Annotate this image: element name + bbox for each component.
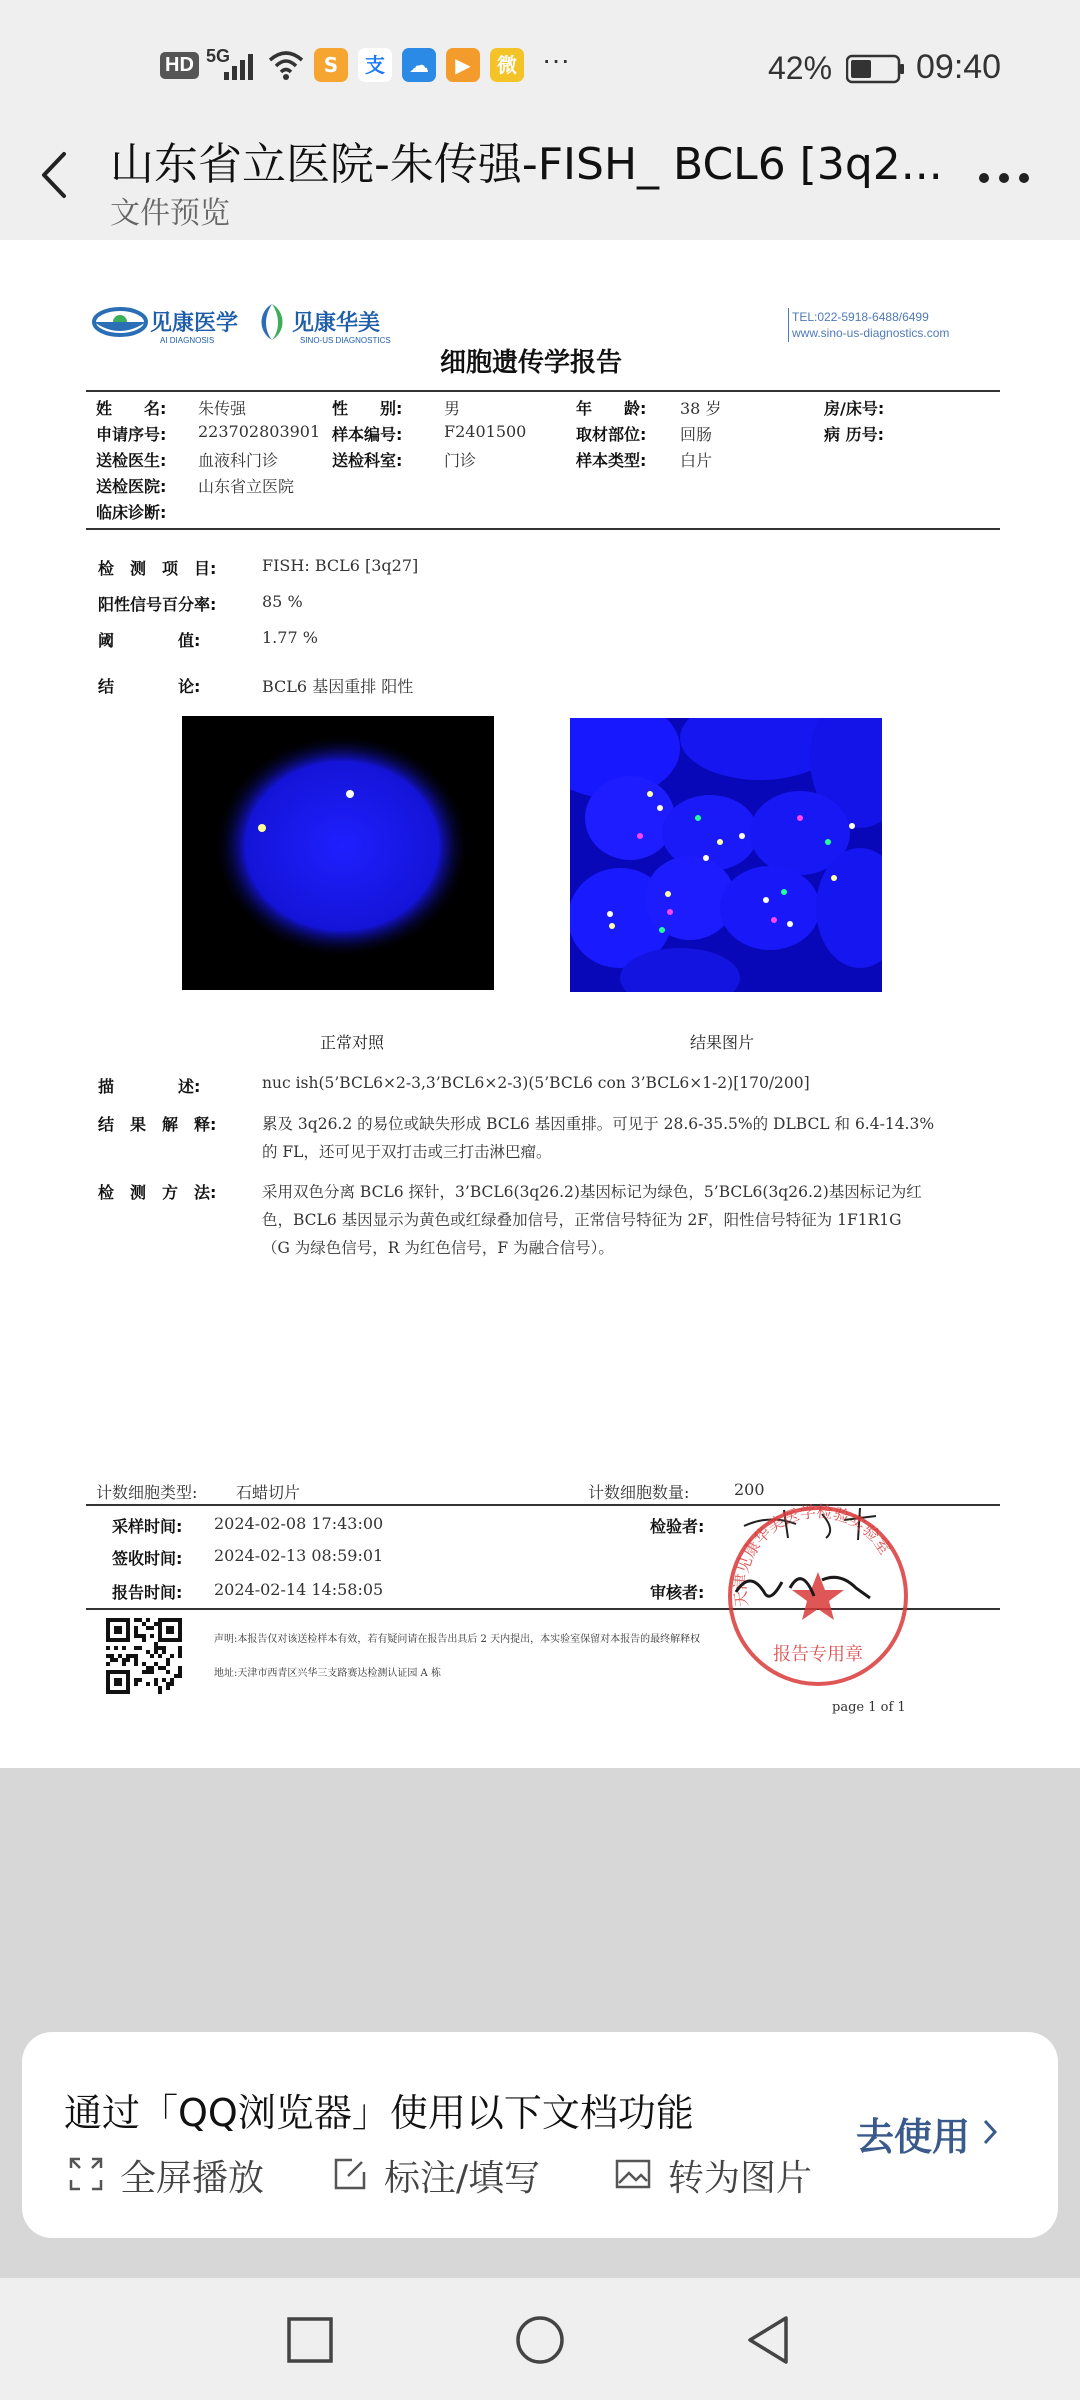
back-icon[interactable] xyxy=(36,148,72,206)
result-image-caption: 结果图片 xyxy=(690,1033,755,1052)
address-text: 地址:天津市西青区兴华三支路赛达检测认证园 A 栋 xyxy=(214,1668,441,1679)
method-label: 检 测 方 法: xyxy=(98,1183,217,1202)
site-label: 取材部位: xyxy=(576,425,647,444)
go-use-button[interactable] xyxy=(856,2106,998,2161)
annotate-feature[interactable] xyxy=(332,2150,540,2201)
document-title: 山东省立医院-朱传强-FISH_ BCL6 [3q2... xyxy=(110,139,943,190)
alipay-icon: 支 xyxy=(358,48,392,82)
system-navigation-bar xyxy=(0,2278,1080,2400)
home-icon[interactable] xyxy=(514,2314,566,2370)
threshold-value: 1.77 % xyxy=(262,628,318,647)
weibo-icon: 微 xyxy=(490,48,524,82)
result-image xyxy=(570,718,882,992)
sampleno-value: F2401500 xyxy=(444,422,527,441)
report-heading: 细胞遗传学报告 xyxy=(440,348,623,378)
interpretation-line-1: 累及 3q26.2 的易位或缺失形成 BCL6 基因重排。可见于 28.6-35.5%的 DLBCL 和 6.4-14.3% xyxy=(262,1115,935,1133)
signal-icon xyxy=(222,52,258,86)
normal-control-image xyxy=(182,716,494,990)
wifi-icon xyxy=(266,48,306,86)
positive-rate-label: 阳性信号百分率: xyxy=(98,595,217,614)
tel-text: TEL:022-5918-6488/6499 xyxy=(792,310,929,324)
diagnosis-label: 临床诊断: xyxy=(96,503,167,522)
battery-percent: 42% xyxy=(768,50,833,86)
qq-browser-promo-sheet xyxy=(22,2032,1058,2238)
logo-left-icon xyxy=(92,306,148,342)
receive-time-value: 2024-02-13 08:59:01 xyxy=(214,1546,384,1565)
description-value: nuc ish(5’BCL6×2-3,3’BCL6×2-3)(5’BCL6 con 3’BCL6×1-2)[170/200] xyxy=(262,1074,810,1092)
battery-icon xyxy=(846,54,906,88)
sample-time-value: 2024-02-08 17:43:00 xyxy=(214,1514,384,1533)
test-item-label: 检 测 项 目: xyxy=(98,559,217,578)
method-line-2: 色，BCL6 基因显示为黄色或红绿叠加信号，正常信号特征为 2F，阳性信号特征为 1F1R1G xyxy=(262,1211,902,1229)
top-bar xyxy=(0,0,1080,240)
sample-time-label: 采样时间: xyxy=(112,1517,183,1536)
sampleno-label: 样本编号: xyxy=(332,425,403,444)
method-line-3: （G 为绿色信号，R 为红色信号，F 为融合信号）。 xyxy=(262,1239,614,1257)
website-text: www.sino-us-diagnostics.com xyxy=(792,326,950,340)
test-item-value: FISH: BCL6 [3q27] xyxy=(262,556,419,575)
disclaimer-text: 声明:本报告仅对该送检样本有效，若有疑问请在报告出具后 2 天内提出，本实验室保留对本报告的最终解释权 xyxy=(214,1634,701,1645)
logo-right-text: 见康华美 xyxy=(292,311,381,336)
back-nav-icon[interactable] xyxy=(744,2314,792,2370)
room-label: 房/床号: xyxy=(824,399,885,418)
doctor-value: 血液科门诊 xyxy=(198,451,279,470)
fullscreen-label: 全屏播放 xyxy=(120,2158,265,2199)
interpretation-label: 结 果 解 释: xyxy=(98,1115,217,1134)
video-app-icon: ▶ xyxy=(446,48,480,82)
conclusion-label: 结 论: xyxy=(98,677,201,696)
method-line-1: 采用双色分离 BCL6 探针，3’BCL6(3q26.2)基因标记为绿色，5’BCL6(3q26.2)基因标记为红 xyxy=(262,1183,922,1201)
edit-icon xyxy=(332,2156,368,2196)
cloud-app-icon: ☁ xyxy=(402,48,436,82)
conclusion-value: BCL6 基因重排 阳性 xyxy=(262,677,414,696)
inspector-label: 检验者: xyxy=(650,1517,705,1536)
threshold-label: 阈 值: xyxy=(98,631,201,650)
stamp-arc-text: 天津见康华美医学检验实验室 xyxy=(730,1501,895,1609)
doctor-label: 送检医生: xyxy=(96,451,167,470)
to-image-feature[interactable] xyxy=(614,2150,812,2201)
dept-label: 送检科室: xyxy=(332,451,403,470)
go-use-label: 去使用 xyxy=(856,2115,971,2159)
logo-right-icon xyxy=(254,302,290,346)
dept-value: 门诊 xyxy=(444,451,477,470)
hospital-value: 山东省立医院 xyxy=(198,477,295,496)
sex-label: 性 别: xyxy=(332,399,403,418)
cell-count-value: 200 xyxy=(734,1480,765,1499)
fullscreen-icon xyxy=(68,2156,104,2196)
record-label: 病 历号: xyxy=(824,425,884,444)
site-value: 回肠 xyxy=(680,425,713,444)
promo-text: 通过「QQ浏览器」使用以下文档功能 xyxy=(64,2091,694,2135)
cell-type-value: 石蜡切片 xyxy=(236,1483,301,1502)
stamp-label: 报告专用章 xyxy=(773,1644,863,1665)
normal-control-caption: 正常对照 xyxy=(320,1033,385,1052)
interpretation-line-2: 的 FL，还可见于双打击或三打击淋巴瘤。 xyxy=(262,1143,552,1161)
recent-apps-icon[interactable] xyxy=(286,2316,334,2368)
to-image-label: 转为图片 xyxy=(668,2158,813,2199)
appno-value: 223702803901 xyxy=(198,422,321,441)
type-label: 样本类型: xyxy=(576,451,647,470)
more-menu-icon[interactable] xyxy=(978,170,1030,189)
name-label: 姓 名: xyxy=(96,399,167,418)
logo-right-subtext: SINO-US DIAGNOSTICS xyxy=(300,336,391,345)
age-value: 38 岁 xyxy=(680,399,722,418)
qr-code xyxy=(106,1618,182,1694)
image-icon xyxy=(614,2156,652,2196)
logo-left-text: 见康医学 xyxy=(150,311,239,336)
document-page[interactable] xyxy=(0,240,1080,1768)
reviewer-signature xyxy=(730,1562,880,1616)
page-number: page 1 of 1 xyxy=(832,1700,906,1715)
clock: 09:40 xyxy=(916,48,1002,86)
hd-indicator: HD xyxy=(160,52,199,79)
receive-time-label: 签收时间: xyxy=(112,1549,183,1568)
cell-type-label: 计数细胞类型: xyxy=(96,1483,198,1502)
positive-rate-value: 85 % xyxy=(262,592,303,611)
more-notifications: ··· xyxy=(542,44,570,75)
type-value: 白片 xyxy=(680,451,713,470)
cell-count-label: 计数细胞数量: xyxy=(588,1483,690,1502)
age-label: 年 龄: xyxy=(576,399,647,418)
orange-app-icon: S xyxy=(314,48,348,82)
network-type: 5G xyxy=(206,46,231,66)
fullscreen-feature[interactable] xyxy=(68,2150,264,2201)
hospital-label: 送检医院: xyxy=(96,477,167,496)
description-label: 描 述: xyxy=(98,1077,201,1096)
chevron-right-icon xyxy=(982,2118,998,2150)
report-time-value: 2024-02-14 14:58:05 xyxy=(214,1580,384,1599)
name-value: 朱传强 xyxy=(198,399,247,418)
reviewer-label: 审核者: xyxy=(650,1583,705,1602)
document-subtitle: 文件预览 xyxy=(110,196,230,231)
annotate-label: 标注/填写 xyxy=(384,2158,541,2199)
sex-value: 男 xyxy=(444,399,461,418)
report-time-label: 报告时间: xyxy=(112,1583,183,1602)
appno-label: 申请序号: xyxy=(96,425,167,444)
logo-left-subtext: AI DIAGNOSIS xyxy=(160,336,215,345)
